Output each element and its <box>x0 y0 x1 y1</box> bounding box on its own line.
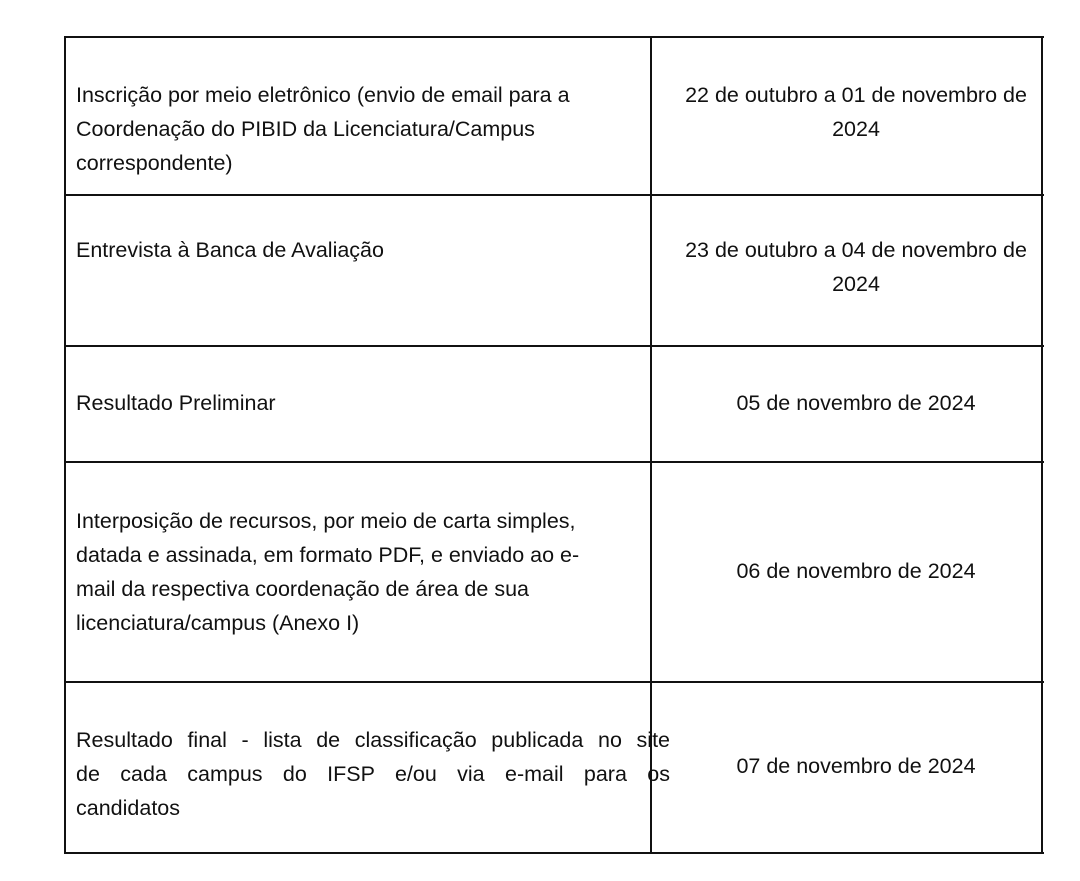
activity-line: correspondente) <box>76 151 233 175</box>
activity-cell <box>76 723 670 825</box>
row-divider <box>64 681 1044 683</box>
table-right-border <box>1041 36 1043 854</box>
table-left-border <box>64 36 66 854</box>
activity-cell <box>76 504 579 640</box>
activity-line: Coordenação do PIBID da Licenciatura/Campus <box>76 117 535 141</box>
date-line: 23 de outubro a 04 de novembro de <box>685 238 1027 262</box>
date-cell <box>651 554 1061 588</box>
activity-line: mail da respectiva coordenação de área de sua <box>76 577 529 601</box>
activity-line: Inscrição por meio eletrônico (envio de email para a <box>76 83 570 107</box>
activity-line: licenciatura/campus (Anexo I) <box>76 611 360 635</box>
table-top-border <box>64 36 1044 38</box>
activity-line: datada e assinada, em formato PDF, e enviado ao e- <box>76 543 580 567</box>
date-line: 07 de novembro de 2024 <box>736 754 976 778</box>
row-divider <box>64 461 1044 463</box>
date-cell <box>651 386 1061 420</box>
activity-line: Resultado Preliminar <box>76 391 276 415</box>
row-divider <box>64 194 1044 196</box>
table-bottom-border <box>64 852 1044 854</box>
date-line: 22 de outubro a 01 de novembro de <box>685 83 1027 107</box>
date-line: 06 de novembro de 2024 <box>736 559 976 583</box>
activity-line: Resultado final - lista de classificação publicada no site <box>76 728 670 752</box>
activity-cell <box>76 78 570 180</box>
date-cell <box>651 233 1061 301</box>
activity-line: Entrevista à Banca de Avaliação <box>76 238 384 262</box>
activity-cell <box>76 386 276 420</box>
activity-line: de cada campus do IFSP e/ou via e-mail para os <box>76 762 670 786</box>
date-cell <box>651 749 1061 783</box>
activity-cell <box>76 233 384 267</box>
date-line: 2024 <box>832 272 880 296</box>
activity-line: candidatos <box>76 796 180 820</box>
date-cell <box>651 78 1061 146</box>
date-line: 05 de novembro de 2024 <box>736 391 976 415</box>
row-divider <box>64 345 1044 347</box>
date-line: 2024 <box>832 117 880 141</box>
schedule-table <box>64 36 1044 854</box>
activity-line: Interposição de recursos, por meio de carta simples, <box>76 509 576 533</box>
